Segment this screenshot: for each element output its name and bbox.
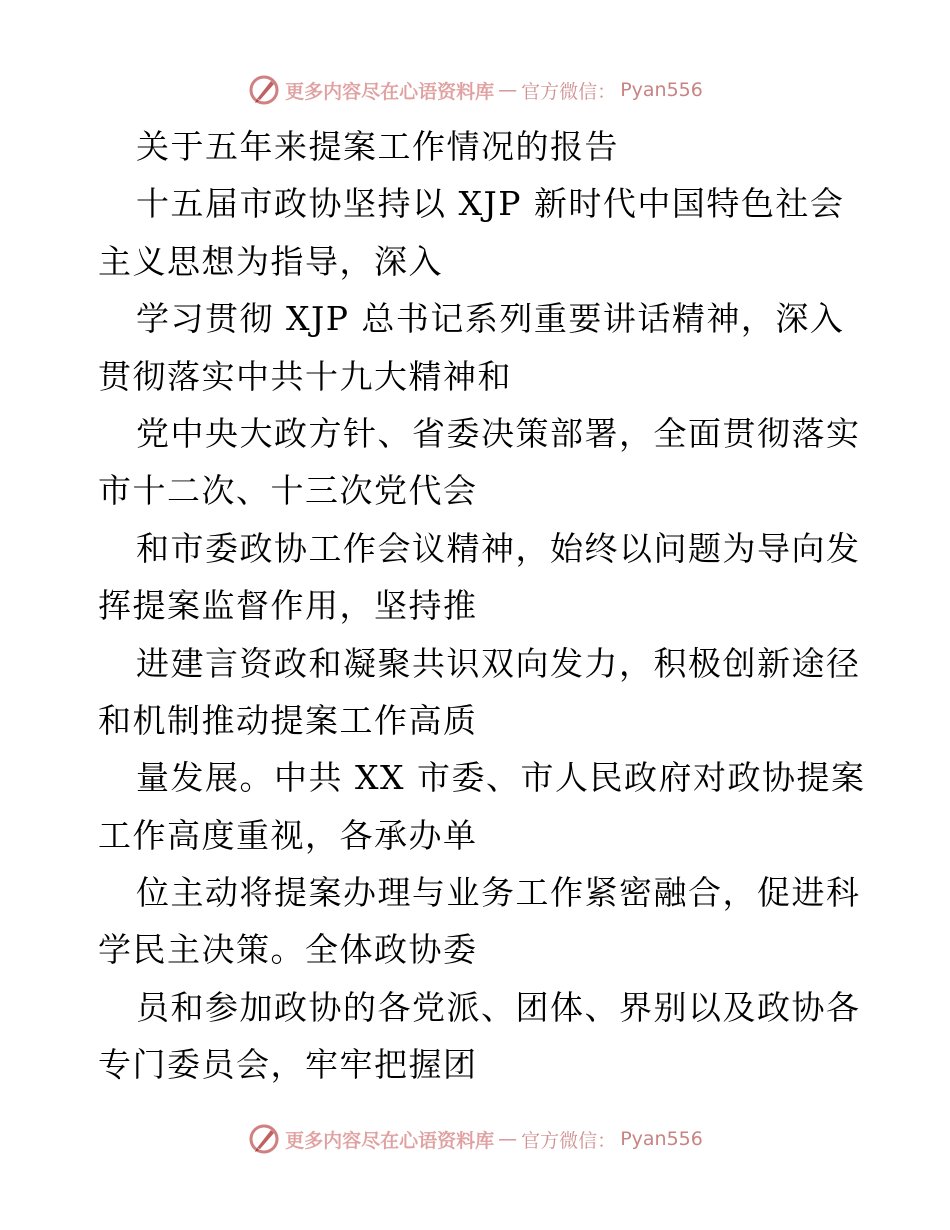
paragraph-line: 党中央大政方针、省委决策部署，全面贯彻落实 — [136, 413, 861, 453]
watermark-dash: — — [498, 79, 518, 101]
document-body — [98, 118, 866, 1094]
paragraph-line: 位主动将提案办理与业务工作紧密融合，促进科 — [136, 873, 861, 913]
watermark-brand — [247, 73, 703, 107]
quill-logo-icon — [247, 73, 281, 107]
paragraph-line: 量发展。中共 XX 市委、市人民政府对政协提案 — [136, 758, 866, 798]
watermark-wechat-id: Pyan556 — [620, 1128, 703, 1150]
document-title: 关于五年来提案工作情况的报告 — [136, 127, 619, 166]
watermark-dash: — — [498, 1128, 518, 1150]
paragraph-line: 学民主决策。全体政协委 — [98, 930, 478, 970]
watermark-main-text: 更多内容尽在心语资料库 — [285, 1129, 495, 1152]
paragraph-line: 进建言资政和凝聚共识双向发力，积极创新途径 — [136, 643, 861, 683]
watermark-brand — [247, 1122, 703, 1156]
paragraph-line: 市十二次、十三次党代会 — [98, 471, 478, 511]
paragraph-line: 和市委政协工作会议精神，始终以问题为导向发 — [136, 528, 861, 568]
header-watermark — [0, 70, 950, 110]
paragraph-line: 主义思想为指导，深入 — [98, 241, 443, 281]
paragraph-line: 员和参加政协的各党派、团体、界别以及政协各 — [136, 987, 861, 1027]
paragraph-line: 工作高度重视，各承办单 — [98, 815, 478, 855]
footer-watermark — [0, 1119, 950, 1159]
paragraph-line: 挥提案监督作用，坚持推 — [98, 586, 478, 626]
paragraph-line: 学习贯彻 XJP 总书记系列重要讲话精神，深入 — [136, 299, 845, 339]
watermark-wechat-id: Pyan556 — [620, 79, 703, 101]
watermark-wechat-label: 官方微信： — [521, 1129, 617, 1152]
paragraph-line: 十五届市政协坚持以 XJP 新时代中国特色社会 — [136, 184, 845, 224]
paragraph-line: 和机制推动提案工作高质 — [98, 700, 478, 740]
watermark-wechat-label: 官方微信： — [521, 80, 617, 103]
quill-logo-icon — [247, 1122, 281, 1156]
paragraph-line: 专门委员会，牢牢把握团 — [98, 1045, 478, 1085]
watermark-main-text: 更多内容尽在心语资料库 — [285, 80, 495, 103]
paragraph-line: 贯彻落实中共十九大精神和 — [98, 356, 512, 396]
